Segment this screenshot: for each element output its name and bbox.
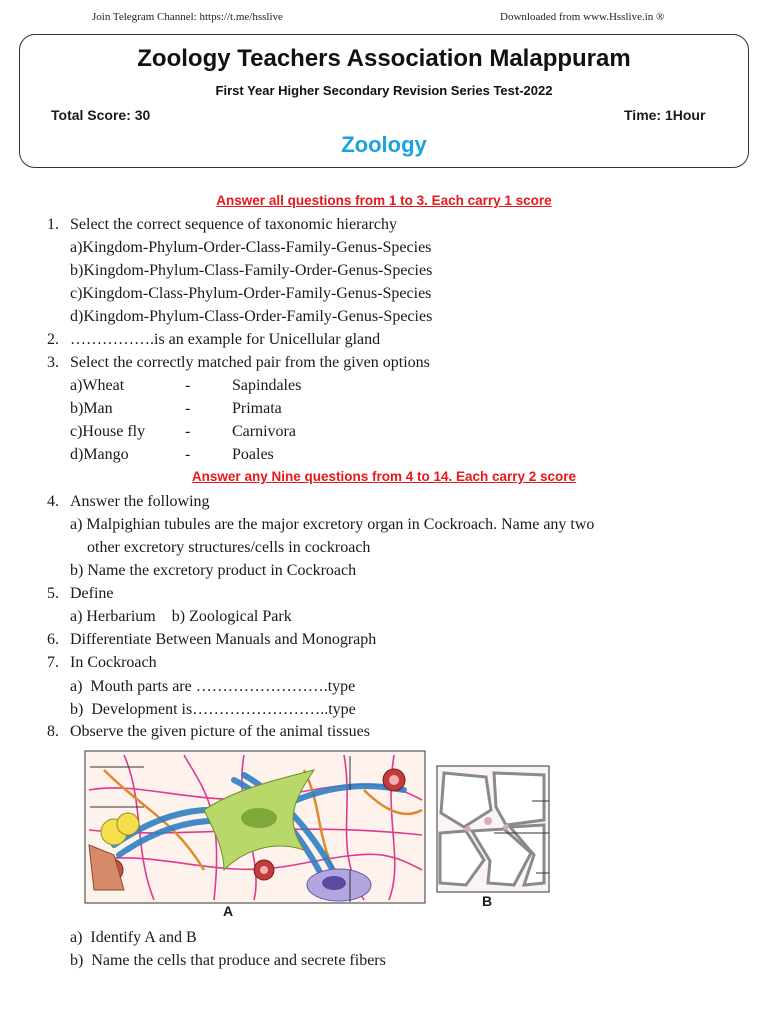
- q4-part-a-line2: other excretory structures/cells in cockroach: [87, 539, 371, 556]
- telegram-link-text: Join Telegram Channel: https://t.me/hsslive: [92, 11, 283, 23]
- q5-number: 5.: [47, 585, 59, 602]
- q1-option-a: a)Kingdom-Phylum-Order-Class-Family-Genus-Species: [70, 239, 432, 256]
- q3-pair-c-right: Carnivora: [232, 423, 296, 440]
- q1-option-d: d)Kingdom-Phylum-Class-Order-Family-Genus-Species: [70, 308, 433, 325]
- q3-number: 3.: [47, 354, 59, 371]
- q3-pair-c-left: c)House fly: [70, 423, 146, 440]
- instruction-part2: Answer any Nine questions from 4 to 14. Each carry 2 score: [191, 469, 577, 484]
- exam-subtitle: First Year Higher Secondary Revision Series Test-2022: [215, 83, 553, 98]
- q3-text: Select the correctly matched pair from the given options: [70, 354, 430, 371]
- download-source-text: Downloaded from www.Hsslive.in ®: [500, 11, 665, 23]
- q3-pair-a-left: a)Wheat: [70, 377, 125, 394]
- q3-pair-a-dash: -: [185, 377, 191, 394]
- q1-option-b: b)Kingdom-Phylum-Class-Family-Order-Genus-Species: [70, 262, 433, 279]
- q2-text: …………….is an example for Unicellular gland: [70, 331, 381, 348]
- subject-title: Zoology: [341, 132, 427, 157]
- q8-text: Observe the given picture of the animal tissues: [70, 723, 370, 740]
- figure-a-label: A: [223, 903, 234, 919]
- q1-text: Select the correct sequence of taxonomic hierarchy: [70, 216, 397, 233]
- q3-pair-d-left: d)Mango: [70, 446, 129, 463]
- q5-text: Define: [70, 585, 114, 602]
- figure-b-label: B: [482, 893, 493, 909]
- q7-text: In Cockroach: [70, 654, 157, 671]
- q5-parts: a) Herbarium b) Zoological Park: [70, 608, 292, 625]
- q3-pair-b-left: b)Man: [70, 400, 113, 417]
- q4-part-b: b) Name the excretory product in Cockroach: [70, 562, 357, 579]
- q3-pair-c-dash: -: [185, 423, 191, 440]
- q3-pair-b-right: Primata: [232, 400, 282, 417]
- q3-pair-d-dash: -: [185, 446, 191, 463]
- exam-time: Time: 1Hour: [624, 107, 706, 123]
- q1-number: 1.: [47, 216, 59, 233]
- q4-text: Answer the following: [70, 493, 210, 510]
- q8-part-a: a) Identify A and B: [70, 929, 197, 946]
- organization-title: Zoology Teachers Association Malappuram: [137, 45, 631, 72]
- q7-number: 7.: [47, 654, 59, 671]
- q3-pair-d-right: Poales: [232, 446, 274, 463]
- q4-part-a-line1: a) Malpighian tubules are the major excretory organ in Cockroach. Name any two: [70, 516, 595, 533]
- q6-text: Differentiate Between Manuals and Monograph: [70, 631, 377, 648]
- q3-pair-b-dash: -: [185, 400, 191, 417]
- total-score: Total Score: 30: [51, 107, 151, 123]
- q7-part-b: b) Development is……………………..type: [70, 701, 356, 718]
- connective-tissue-figure-a: [84, 750, 426, 904]
- q4-number: 4.: [47, 493, 59, 510]
- instruction-part1: Answer all questions from 1 to 3. Each carry 1 score: [216, 193, 552, 208]
- tissue-figure-b: [436, 765, 550, 893]
- q2-number: 2.: [47, 331, 59, 348]
- q7-part-a: a) Mouth parts are …………………….type: [70, 678, 356, 695]
- q8-number: 8.: [47, 723, 59, 740]
- q1-option-c: c)Kingdom-Class-Phylum-Order-Family-Genus-Species: [70, 285, 432, 302]
- q6-number: 6.: [47, 631, 59, 648]
- q8-part-b: b) Name the cells that produce and secrete fibers: [70, 952, 386, 969]
- q3-pair-a-right: Sapindales: [232, 377, 302, 394]
